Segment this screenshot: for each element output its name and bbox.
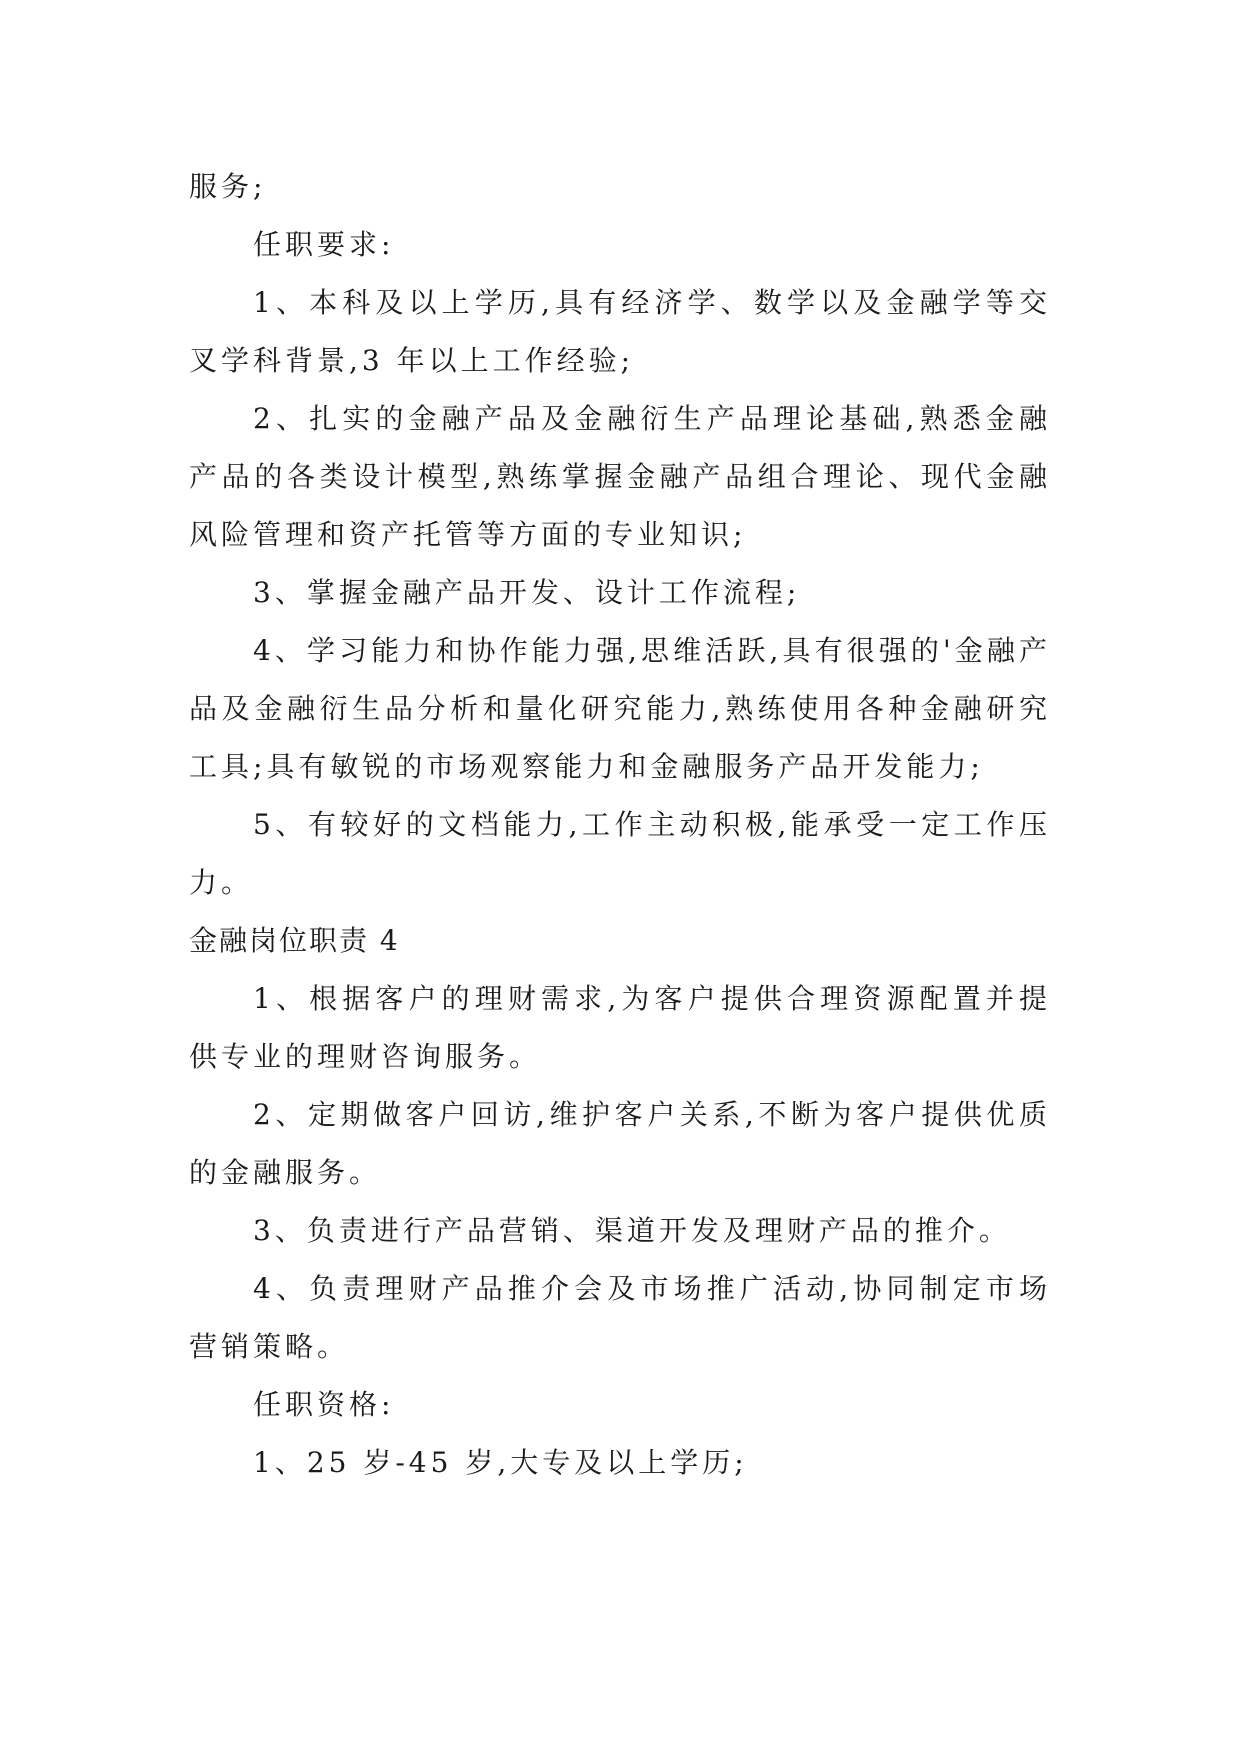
section-title: 金融岗位职责 4 (189, 924, 400, 957)
requirement-item-2: 2、扎实的金融产品及金融衍生产品理论基础,熟悉金融产品的各类设计模型,熟练掌握金融产品组合理论、现代金融风险管理和资产托管等方面的专业知识; (189, 402, 1051, 551)
duty-item-2: 2、定期做客户回访,维护客户关系,不断为客户提供优质的金融服务。 (189, 1098, 1051, 1189)
requirements-heading: 任职要求: (253, 228, 395, 261)
requirement-item-3: 3、掌握金融产品开发、设计工作流程; (253, 576, 801, 609)
requirement-item-5: 5、有较好的文档能力,工作主动积极,能承受一定工作压力。 (189, 808, 1051, 899)
duty-item-3: 3、负责进行产品营销、渠道开发及理财产品的推介。 (253, 1214, 1011, 1247)
duty-item-1: 1、根据客户的理财需求,为客户提供合理资源配置并提供专业的理财咨询服务。 (189, 982, 1051, 1073)
requirement-item-4: 4、学习能力和协作能力强,思维活跃,具有很强的'金融产品及金融衍生品分析和量化研究能力,熟练使用各种金融研究工具;具有敏锐的市场观察能力和金融服务产品开发能力; (189, 634, 1051, 783)
document-body (189, 158, 1051, 1492)
requirement-item-1: 1、本科及以上学历,具有经济学、数学以及金融学等交叉学科背景,3 年以上工作经验; (189, 286, 1051, 377)
qualification-item-1: 1、25 岁-45 岁,大专及以上学历; (253, 1446, 748, 1479)
duty-item-4: 4、负责理财产品推介会及市场推广活动,协同制定市场营销策略。 (189, 1272, 1051, 1363)
paragraph-continuation: 服务; (189, 170, 267, 203)
qualifications-heading: 任职资格: (253, 1388, 395, 1421)
